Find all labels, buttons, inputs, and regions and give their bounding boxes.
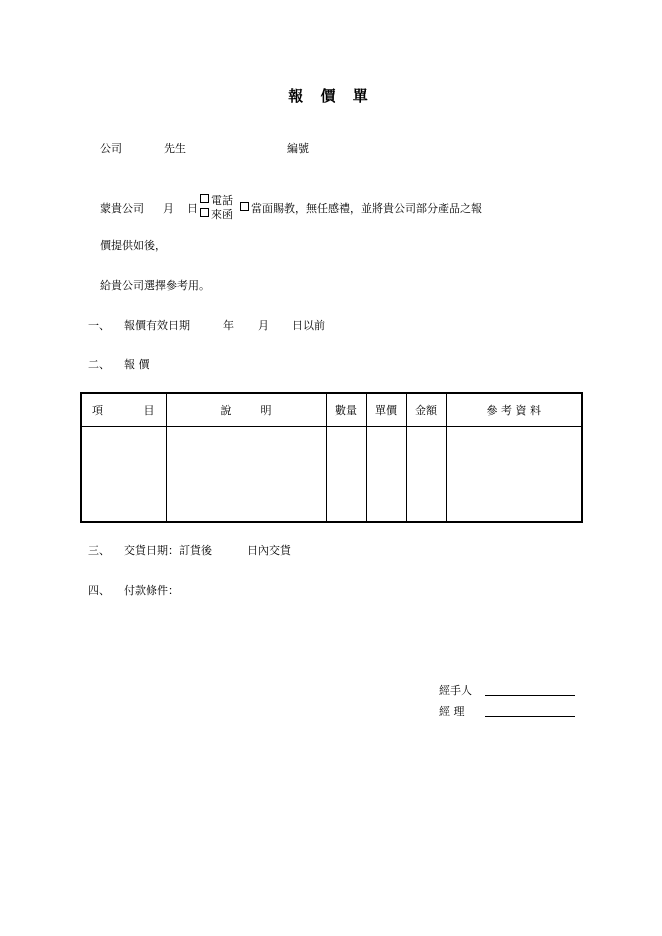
column-header-description [166,393,326,427]
cell-unit-price[interactable] [366,427,406,523]
section4-number: 四、 [88,584,110,597]
handler-signature-row [439,684,575,698]
table-header-row [81,393,582,427]
column-header-unit-price: 單價 [366,393,406,427]
cell-item[interactable] [81,427,166,523]
column-header-description-char2: 明 [260,404,272,417]
column-header-item-char2: 目 [143,404,155,417]
handler-label: 經手人 [439,684,472,697]
manager-signature-row [439,705,575,719]
column-header-item-char1: 項 [92,404,103,417]
column-header-reference: 參 考 資 料 [446,393,582,427]
section1-label: 報價有效日期 [124,319,190,332]
intro-line3: 給貴公司選擇參考用。 [100,279,210,292]
section3-label: 交貨日期：訂貨後 [124,544,212,557]
letter-checkbox[interactable] [200,208,209,217]
quote-table [80,392,583,523]
column-header-item [81,393,166,427]
column-header-amount: 金額 [406,393,446,427]
cell-reference[interactable] [446,427,582,523]
letter-option[interactable] [200,208,233,222]
cell-description[interactable] [166,427,326,523]
table-row [81,427,582,523]
section1-year: 年 [223,319,234,332]
intro-day: 日 [187,202,198,215]
section3-tail: 日內交貨 [247,544,291,557]
in-person-checkbox[interactable] [240,202,249,211]
phone-option-label: 電話 [211,194,233,207]
section4-label: 付款條件： [124,584,179,597]
letter-option-label: 來函 [211,208,233,221]
section3-number: 三、 [88,544,110,557]
company-label: 公司 [100,142,122,155]
section2-label: 報 價 [124,358,150,371]
intro-opening: 蒙貴公司 [100,202,144,215]
intro-line2: 價提供如後， [100,239,166,252]
cell-amount[interactable] [406,427,446,523]
manager-label: 經 理 [439,705,465,718]
cell-quantity[interactable] [326,427,366,523]
number-label: 編號 [287,142,309,155]
section1-tail: 日以前 [292,319,325,332]
mister-label: 先生 [164,142,186,155]
section1-number: 一、 [88,319,110,332]
manager-signature-line[interactable] [485,706,575,717]
phone-option[interactable] [200,194,233,208]
page-title: 報 價 單 [288,87,374,105]
intro-line1-text: 當面賜教，無任感禮，並將貴公司部分產品之報 [251,202,482,215]
phone-checkbox[interactable] [200,194,209,203]
contact-method-options [200,194,233,222]
section2-number: 二、 [88,358,110,371]
column-header-quantity: 數量 [326,393,366,427]
intro-line1-rest [240,202,482,216]
intro-month: 月 [163,202,174,215]
handler-signature-line[interactable] [485,685,575,696]
section1-month: 月 [258,319,269,332]
column-header-description-char1: 說 [220,404,232,417]
